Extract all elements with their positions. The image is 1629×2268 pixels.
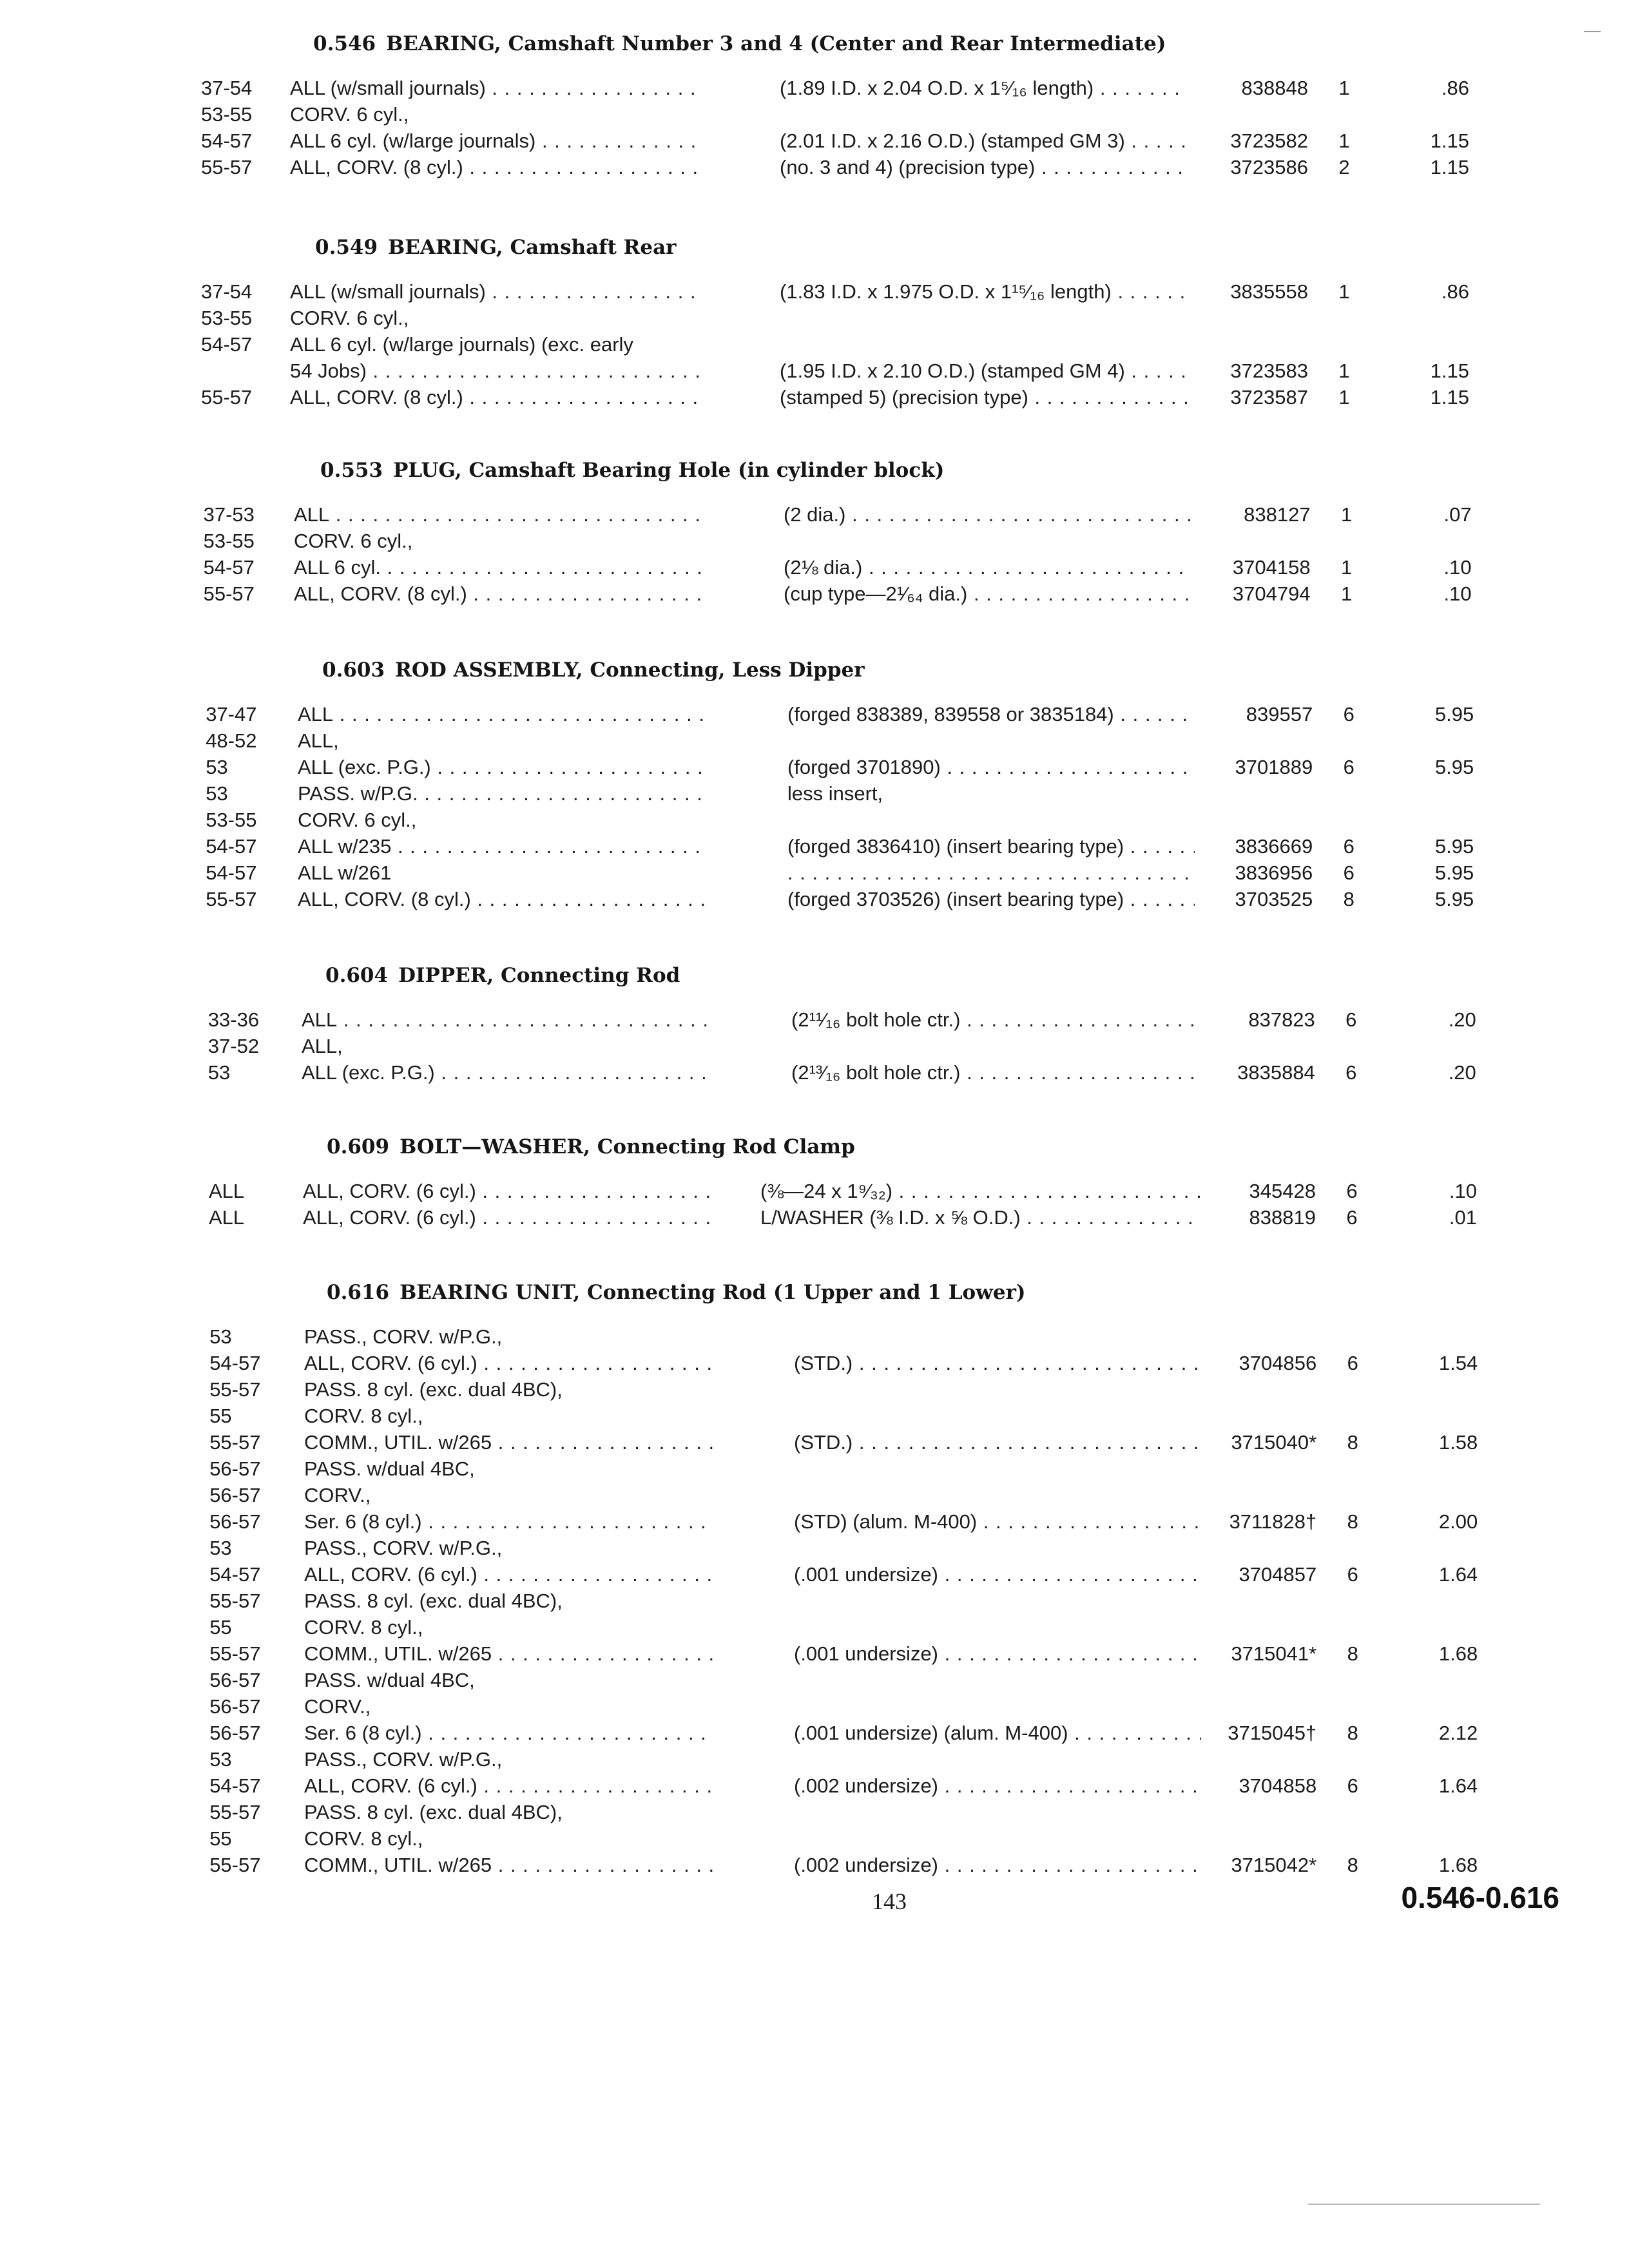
- part-number: 3723583: [1230, 360, 1308, 382]
- model-years: 53: [207, 1061, 231, 1084]
- section-title: BOLT—WASHER, Connecting Rod Clamp: [400, 1135, 855, 1158]
- part-number: 3723582: [1230, 130, 1308, 152]
- application: ALL, CORV. (6 cyl.) . . .: [304, 1350, 714, 1376]
- price: .20: [1448, 1008, 1476, 1031]
- specification: (no. 3 and 4) (precision type) . . .: [780, 154, 1187, 180]
- quantity: 1: [1338, 386, 1350, 408]
- model-years: 54-57: [206, 861, 257, 884]
- section-number: 0.604: [325, 964, 389, 987]
- part-number: 3723586: [1230, 156, 1308, 178]
- specification: (forged 3836410) (insert bearing type) . . .: [787, 833, 1195, 860]
- model-years: 55: [209, 1616, 232, 1639]
- section-heading: [322, 658, 865, 682]
- specification: (1.83 I.D. x 1.975 O.D. x 1¹⁵⁄₁₆ length) . . .: [780, 278, 1187, 305]
- specification: less insert,: [787, 782, 883, 805]
- quantity: 2: [1338, 156, 1350, 178]
- model-years: 54-57: [203, 556, 255, 579]
- application: 54 Jobs) . . .: [290, 358, 700, 384]
- part-number: 3711828†: [1229, 1510, 1317, 1533]
- price: .20: [1448, 1061, 1476, 1084]
- price: 1.15: [1430, 360, 1469, 382]
- table-row: [0, 727, 1629, 754]
- application: ALL (exc. P.G.) . . .: [298, 754, 708, 780]
- price: 2.12: [1438, 1722, 1478, 1744]
- table-row: [0, 528, 1629, 554]
- section-title: DIPPER, Connecting Rod: [398, 964, 680, 987]
- application: PASS. 8 cyl. (exc. dual 4BC),: [304, 1378, 563, 1401]
- model-years: 55-57: [209, 1590, 261, 1612]
- table-row: [0, 75, 1629, 101]
- section-number: 0.549: [315, 236, 378, 259]
- table-row: [0, 1403, 1629, 1429]
- table-row: [0, 1667, 1629, 1693]
- model-years: 55-57: [209, 1642, 261, 1665]
- quantity: 6: [1347, 1352, 1358, 1374]
- quantity: 6: [1343, 756, 1354, 778]
- application: ALL (exc. P.G.) . . .: [302, 1059, 711, 1086]
- application: COMM., UTIL. w/265 . . .: [304, 1429, 714, 1456]
- specification: (2 dia.) . . .: [784, 501, 1191, 528]
- section-rows: [0, 278, 1629, 410]
- model-years: 55-57: [209, 1854, 261, 1876]
- table-row: [0, 1825, 1629, 1852]
- application: ALL,: [302, 1035, 343, 1057]
- model-years: 56-57: [209, 1510, 261, 1533]
- application: PASS. w/P.G. . . .: [298, 780, 708, 807]
- quantity: 6: [1347, 1774, 1358, 1797]
- table-row: [0, 384, 1629, 410]
- table-row: [0, 1006, 1629, 1033]
- scan-mark: [1584, 31, 1601, 32]
- application: ALL . . .: [302, 1006, 711, 1033]
- section-number: 0.603: [322, 658, 385, 682]
- table-row: [0, 754, 1629, 780]
- price: 1.54: [1438, 1352, 1478, 1374]
- model-years: 53: [209, 1748, 232, 1771]
- part-number: 3715041*: [1231, 1642, 1317, 1665]
- part-number: 838848: [1241, 77, 1308, 99]
- section-rows: [0, 1323, 1629, 1878]
- model-years: 37-47: [206, 703, 257, 726]
- specification: (forged 838389, 839558 or 3835184) . . .: [787, 701, 1195, 727]
- application: ALL, CORV. (8 cyl.) . . .: [290, 384, 700, 410]
- application: ALL (w/small journals) . . .: [290, 75, 700, 101]
- application: PASS. w/dual 4BC,: [304, 1669, 475, 1691]
- application: PASS., CORV. w/P.G.,: [304, 1748, 503, 1771]
- table-row: [0, 807, 1629, 833]
- application: ALL, CORV. (6 cyl.) . . .: [303, 1178, 713, 1204]
- application: ALL w/261: [298, 861, 392, 884]
- application: Ser. 6 (8 cyl.) . . .: [304, 1508, 714, 1535]
- table-row: [0, 1508, 1629, 1535]
- quantity: 8: [1347, 1431, 1358, 1454]
- application: ALL, CORV. (6 cyl.) . . .: [304, 1561, 714, 1588]
- model-years: 55-57: [206, 888, 257, 910]
- model-years: 55-57: [201, 156, 253, 178]
- table-row: [0, 581, 1629, 607]
- model-years: 33-36: [207, 1008, 260, 1031]
- model-years: 53-55: [203, 530, 255, 552]
- table-row: [0, 128, 1629, 154]
- table-row: [0, 101, 1629, 128]
- application: CORV.,: [304, 1695, 371, 1718]
- part-number: 837823: [1248, 1008, 1315, 1031]
- section-rows: [0, 501, 1629, 607]
- application: CORV. 8 cyl.,: [304, 1405, 423, 1427]
- price: .10: [1443, 556, 1472, 579]
- part-number: 838127: [1244, 503, 1311, 526]
- specification: (STD.) . . .: [794, 1350, 1201, 1376]
- model-years: 54-57: [201, 130, 253, 152]
- section-rows: [0, 1006, 1629, 1086]
- price: 5.95: [1434, 861, 1474, 884]
- application: ALL, CORV. (8 cyl.) . . .: [298, 886, 708, 912]
- quantity: 1: [1338, 77, 1350, 99]
- part-number: 3835558: [1230, 280, 1308, 303]
- section-number: 0.546: [313, 32, 376, 55]
- section-heading: [325, 964, 680, 987]
- application: PASS. 8 cyl. (exc. dual 4BC),: [304, 1590, 563, 1612]
- model-years: 37-53: [203, 503, 255, 526]
- scan-mark: [1308, 2204, 1540, 2205]
- model-years: 56-57: [209, 1457, 261, 1480]
- part-number: 3836956: [1235, 861, 1313, 884]
- price: 5.95: [1434, 888, 1474, 910]
- price: 1.64: [1438, 1774, 1478, 1797]
- quantity: 6: [1343, 703, 1354, 726]
- application: ALL w/235 . . .: [298, 833, 708, 860]
- price: 1.58: [1438, 1431, 1478, 1454]
- model-years: 56-57: [209, 1484, 261, 1506]
- table-row: [0, 501, 1629, 528]
- specification: (⅜—24 x 1⁹⁄₃₂) . . .: [760, 1178, 1200, 1204]
- table-row: [0, 1059, 1629, 1086]
- application: CORV. 6 cyl.,: [294, 530, 413, 552]
- section-heading: [315, 236, 677, 259]
- model-years: 54-57: [209, 1563, 261, 1586]
- quantity: 8: [1343, 888, 1354, 910]
- specification: (stamped 5) (precision type) . . .: [780, 384, 1187, 410]
- part-number: 838819: [1249, 1206, 1316, 1229]
- model-years: 53: [206, 782, 228, 805]
- table-row: [0, 1456, 1629, 1482]
- section-number: 0.553: [320, 459, 383, 482]
- application: ALL,: [298, 729, 339, 752]
- specification: (forged 3703526) (insert bearing type) . . .: [787, 886, 1195, 912]
- price: .86: [1441, 77, 1469, 99]
- model-years: 56-57: [209, 1722, 261, 1744]
- price: 5.95: [1434, 835, 1474, 858]
- price: 5.95: [1434, 756, 1474, 778]
- specification: (2.01 I.D. x 2.16 O.D.) (stamped GM 3) . . .: [780, 128, 1187, 154]
- part-number: 3835884: [1237, 1061, 1315, 1084]
- specification: (.002 undersize) . . .: [794, 1773, 1201, 1799]
- section-title: PLUG, Camshaft Bearing Hole (in cylinder block): [393, 459, 945, 482]
- section-rows: [0, 701, 1629, 912]
- price: 1.68: [1438, 1642, 1478, 1665]
- quantity: 8: [1347, 1854, 1358, 1876]
- application: ALL 6 cyl. (w/large journals) (exc. early: [290, 333, 633, 356]
- quantity: 6: [1347, 1563, 1358, 1586]
- quantity: 8: [1347, 1642, 1358, 1665]
- application: PASS. 8 cyl. (exc. dual 4BC),: [304, 1801, 563, 1823]
- part-number: 3704857: [1239, 1563, 1317, 1586]
- specification: [787, 860, 1195, 886]
- price: 1.15: [1430, 386, 1469, 408]
- application: CORV. 6 cyl.,: [290, 103, 409, 126]
- specification: (1.95 I.D. x 2.10 O.D.) (stamped GM 4) . . .: [780, 358, 1187, 384]
- application: CORV. 8 cyl.,: [304, 1827, 423, 1850]
- specification: (cup type—2¹⁄₆₄ dia.) . . .: [784, 581, 1191, 607]
- quantity: 1: [1340, 582, 1353, 605]
- price: .07: [1443, 503, 1472, 526]
- model-years: 56-57: [209, 1695, 261, 1718]
- part-number: 3836669: [1235, 835, 1313, 858]
- price: 2.00: [1438, 1510, 1478, 1533]
- application: ALL (w/small journals) . . .: [290, 278, 700, 305]
- quantity: 1: [1340, 503, 1353, 526]
- price: .86: [1441, 280, 1469, 303]
- specification: (.001 undersize) . . .: [794, 1640, 1201, 1667]
- specification: (2¹¹⁄₁₆ bolt hole ctr.) . . .: [791, 1006, 1199, 1033]
- application: ALL 6 cyl. . . .: [294, 554, 704, 581]
- model-years: ALL: [209, 1206, 245, 1229]
- section-number: 0.609: [327, 1135, 390, 1158]
- application: PASS. w/dual 4BC,: [304, 1457, 475, 1480]
- table-row: [0, 886, 1629, 912]
- application: ALL, CORV. (8 cyl.) . . .: [290, 154, 700, 180]
- model-years: 54-57: [201, 333, 253, 356]
- price: .01: [1449, 1206, 1477, 1229]
- quantity: 8: [1347, 1510, 1358, 1533]
- table-row: [0, 1204, 1629, 1231]
- model-years: 37-54: [201, 280, 253, 303]
- quantity: 1: [1338, 360, 1350, 382]
- application: PASS., CORV. w/P.G.,: [304, 1325, 503, 1348]
- part-number: 3703525: [1235, 888, 1313, 910]
- price: .10: [1443, 582, 1472, 605]
- section-heading: [313, 32, 1166, 55]
- price: 1.15: [1430, 156, 1469, 178]
- specification: (.001 undersize) . . .: [794, 1561, 1201, 1588]
- specification: (2⅛ dia.) . . .: [784, 554, 1191, 581]
- part-number: 3715040*: [1231, 1431, 1317, 1454]
- section-number: 0.616: [327, 1281, 390, 1304]
- page-number: 143: [872, 1888, 907, 1914]
- model-years: 48-52: [206, 729, 257, 752]
- model-years: 54-57: [209, 1352, 261, 1374]
- price: 1.15: [1430, 130, 1469, 152]
- model-years: 55-57: [209, 1801, 261, 1823]
- application: CORV.,: [304, 1484, 371, 1506]
- table-row: [0, 1323, 1629, 1350]
- table-row: [0, 554, 1629, 581]
- table-row: [0, 1799, 1629, 1825]
- model-years: 53-55: [206, 809, 257, 831]
- model-years: 53: [209, 1537, 232, 1559]
- part-number: 345428: [1249, 1180, 1316, 1202]
- quantity: 1: [1338, 280, 1350, 303]
- price: 1.68: [1438, 1854, 1478, 1876]
- table-row: [0, 1033, 1629, 1059]
- specification: (.001 undersize) (alum. M-400) . . .: [794, 1720, 1201, 1746]
- quantity: 6: [1346, 1180, 1358, 1202]
- model-years: 53-55: [201, 307, 253, 329]
- price: .10: [1449, 1180, 1477, 1202]
- part-number: 3704856: [1239, 1352, 1317, 1374]
- table-row: [0, 1773, 1629, 1799]
- specification: (forged 3701890) . . .: [787, 754, 1195, 780]
- table-row: [0, 1561, 1629, 1588]
- model-years: 54-57: [206, 835, 257, 858]
- model-years: 55: [209, 1827, 232, 1850]
- specification: (STD.) . . .: [794, 1429, 1201, 1456]
- table-row: [0, 1429, 1629, 1456]
- table-row: [0, 358, 1629, 384]
- model-years: 55: [209, 1405, 232, 1427]
- table-row: [0, 1376, 1629, 1403]
- section-title: BEARING, Camshaft Rear: [388, 236, 677, 259]
- table-row: [0, 278, 1629, 305]
- model-years: 37-54: [201, 77, 253, 99]
- quantity: 6: [1343, 835, 1354, 858]
- part-number: 3704858: [1239, 1774, 1317, 1797]
- specification: L/WASHER (⅜ I.D. x ⅝ O.D.) . . .: [760, 1204, 1200, 1231]
- application: COMM., UTIL. w/265 . . .: [304, 1852, 714, 1878]
- quantity: 6: [1346, 1206, 1358, 1229]
- model-years: 55-57: [203, 582, 255, 605]
- application: ALL, CORV. (8 cyl.) . . .: [294, 581, 704, 607]
- table-row: [0, 860, 1629, 886]
- price: 1.64: [1438, 1563, 1478, 1586]
- table-row: [0, 1746, 1629, 1773]
- part-number: 3704794: [1232, 582, 1311, 605]
- application: CORV. 6 cyl.,: [298, 809, 417, 831]
- model-years: 55-57: [209, 1431, 261, 1454]
- part-number: 3715045†: [1228, 1722, 1317, 1744]
- model-years: 53: [209, 1325, 232, 1348]
- table-row: [0, 1535, 1629, 1561]
- quantity: 1: [1340, 556, 1353, 579]
- model-years: 53: [206, 756, 228, 778]
- section-title: ROD ASSEMBLY, Connecting, Less Dipper: [395, 658, 865, 682]
- part-number: 3715042*: [1231, 1854, 1317, 1876]
- price: 5.95: [1434, 703, 1474, 726]
- application: COMM., UTIL. w/265 . . .: [304, 1640, 714, 1667]
- specification: (.002 undersize) . . .: [794, 1852, 1201, 1878]
- application: ALL . . .: [294, 501, 704, 528]
- section-title: BEARING, Camshaft Number 3 and 4 (Center and Rear Intermediate): [386, 32, 1166, 55]
- application: ALL, CORV. (6 cyl.) . . .: [304, 1773, 714, 1799]
- application: Ser. 6 (8 cyl.) . . .: [304, 1720, 714, 1746]
- table-row: [0, 1720, 1629, 1746]
- section-rows: [0, 1178, 1629, 1231]
- table-row: [0, 1178, 1629, 1204]
- table-row: [0, 1588, 1629, 1614]
- page-range-label: 0.546-0.616: [1401, 1881, 1559, 1914]
- model-years: 55-57: [201, 386, 253, 408]
- table-row: [0, 1614, 1629, 1640]
- specification: (1.89 I.D. x 2.04 O.D. x 1⁵⁄₁₆ length) . . .: [780, 75, 1187, 101]
- application: ALL, CORV. (6 cyl.) . . .: [303, 1204, 713, 1231]
- application: CORV. 8 cyl.,: [304, 1616, 423, 1639]
- table-row: [0, 1640, 1629, 1667]
- section-heading: [327, 1281, 1026, 1304]
- application: PASS., CORV. w/P.G.,: [304, 1537, 503, 1559]
- section-title: BEARING UNIT, Connecting Rod (1 Upper and 1 Lower): [400, 1281, 1026, 1304]
- part-number: 839557: [1246, 703, 1313, 726]
- quantity: 1: [1338, 130, 1350, 152]
- application: ALL . . .: [298, 701, 708, 727]
- model-years: 55-57: [209, 1378, 261, 1401]
- quantity: 6: [1343, 861, 1354, 884]
- table-row: [0, 154, 1629, 180]
- section-heading: [327, 1135, 855, 1158]
- model-years: ALL: [209, 1180, 245, 1202]
- section-heading: [320, 459, 944, 482]
- quantity: 8: [1347, 1722, 1358, 1744]
- quantity: 6: [1345, 1008, 1357, 1031]
- table-row: [0, 701, 1629, 727]
- specification: (STD) (alum. M-400) . . .: [794, 1508, 1201, 1535]
- model-years: 53-55: [201, 103, 253, 126]
- section-rows: [0, 75, 1629, 180]
- application: ALL 6 cyl. (w/large journals) . . .: [290, 128, 700, 154]
- part-number: 3723587: [1230, 386, 1308, 408]
- table-row: [0, 833, 1629, 860]
- part-number: 3701889: [1235, 756, 1313, 778]
- specification: (2¹³⁄₁₆ bolt hole ctr.) . . .: [791, 1059, 1199, 1086]
- table-row: [0, 1693, 1629, 1720]
- table-row: [0, 1482, 1629, 1508]
- table-row: [0, 1350, 1629, 1376]
- table-row: [0, 305, 1629, 331]
- model-years: 37-52: [207, 1035, 260, 1057]
- model-years: 56-57: [209, 1669, 261, 1691]
- model-years: 54-57: [209, 1774, 261, 1797]
- table-row: [0, 331, 1629, 358]
- table-row: [0, 780, 1629, 807]
- application: CORV. 6 cyl.,: [290, 307, 409, 329]
- table-row: [0, 1852, 1629, 1878]
- quantity: 6: [1345, 1061, 1357, 1084]
- part-number: 3704158: [1232, 556, 1311, 579]
